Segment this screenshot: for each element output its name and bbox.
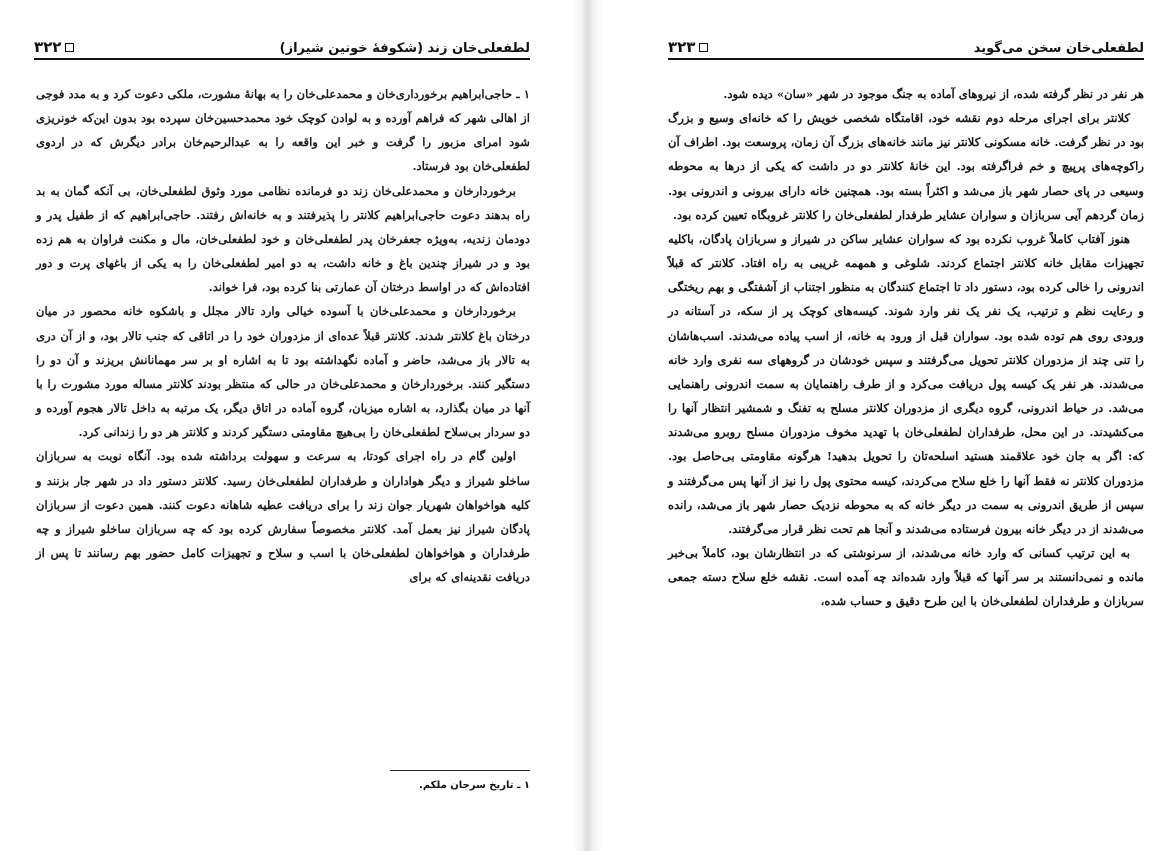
right-page-number-box <box>668 38 708 56</box>
paragraph: به این ترتیب کسانی که وارد خانه می‌شدند، از سرنوشتی که در انتظارشان بود، کاملاً بی‌خبر مانده و نمی‌دانستند بر سر آنها که قبلاً وارد شده‌اند چه آمده است. نقشه خلع سلاح دسته جمعی سربازان و طرفداران لطفعلی‌خان با این طرح دقیق و حساب شده، <box>668 545 1144 609</box>
right-page <box>602 0 1165 851</box>
footnote-divider <box>390 770 530 771</box>
left-page <box>0 0 572 851</box>
left-running-title: لطفعلی‌خان زند (شکوفهٔ خونین شیراز) <box>279 41 530 56</box>
right-page-body <box>668 82 1144 613</box>
left-page-header <box>34 36 530 60</box>
paragraph: برخوردارخان و محمدعلی‌خان با آسوده خیالی وارد تالار مجلل و باشکوه خانه محصور در میان درختان باغ کلانتر شدند. کلانتر قبلاً عده‌ای از مزدوران خود را در اتاقی که جنب تالار بود، و از آن دری به تالار باز می‌شد، حاضر و آماده نگهداشته بود تا به اشاره او بر سر مهمانانش بریزند و آن دو را دستگیر کنند. برخوردارخان و محمدعلی‌خان در حالی که منتظر بودند کلانتر مساله مورد مشورت را با آنها در میان بگذارد، به اشاره میزبان، گروه آماده در اتاق دیگر، یک مرتبه به داخل تالار هجوم آورده و دو سردار بی‌سلاح لطفعلی‌خان را بی‌هیچ مقاومتی دستگیر کردند و کلانتر هر دو را زندانی کرد. <box>36 304 530 440</box>
paragraph: ۱ ـ حاجی‌ابراهیم برخورداری‌خان و محمدعلی‌خان را به بهانهٔ مشورت، ملکی دعوت کرد و به مدد فوجی از اهالی شهر که فراهم آورده و به لوادن کوچک خود محمدحسین‌خان سپرده بود بدون این‌که خونریزی شود امرای مزبور را گرفت و خبر این واقعه را به عبدالرحیم‌خان برادر دیگرش که در اردوی لطفعلی‌خان بود فرستاد. <box>36 87 530 174</box>
right-page-header <box>668 36 1144 60</box>
left-page-number-box <box>34 38 74 56</box>
footnote: ۱ ـ تاریخ سرجان ملکم. <box>419 780 530 791</box>
square-bullet-icon <box>699 43 708 52</box>
square-bullet-icon <box>65 43 74 52</box>
right-running-title: لطفعلی‌خان سخن می‌گوید <box>973 41 1144 56</box>
right-page-number: ۳۲۳ <box>668 38 696 56</box>
paragraph: کلانتر برای اجرای مرحله دوم نقشه خود، اقامتگاه شخصی خویش را که خانه‌ای وسیع و بزرگ بود در نظر گرفت. خانه مسکونی کلانتر نیز مانند خانه‌های بزرگ آن زمان، پروسعت بود. اطراف آن راکوچه‌های پرپیچ و خم فراگرفته بود. این خانهٔ کلانتر دو در داشت که یکی از درها به محوطه وسیعی در پای حصار شهر باز می‌شد و اکثراً بسته بود. همچنین خانه دارای بیرونی و اندرونی بود. زمان گردهم آیی سربازان و سواران عشایر طرفدار لطفعلی‌خان را کلانتر غروبگاه تعیین کرده بود. <box>668 111 1144 222</box>
paragraph: هنوز آفتاب کاملاً غروب نکرده بود که سواران عشایر ساکن در شیراز و سربازان پادگان، باکلیه تجهیزات مقابل خانه کلانتر اجتماع کردند. شلوغی و همهمه غریبی به راه افتاد. کلانتر که قبلاً اندرونی را خالی کرده بود، دستور داد تا اجتماع کنندگان به منظور اجتناب از آشفتگی و بهم ریختگی و رعایت نظم و ترتیب، یک نفر یک نفر وارد شوند. کیسه‌های کوچک پر از سکه، در آستانه در ورودی روی هم توده شده بود. سواران قبل از ورود به خانه، از اسب پیاده می‌شدند. اسب‌هاشان را تنی چند از مزدوران کلانتر تحویل می‌گرفتند و سپس خودشان در گروههای سه نفری وارد خانه می‌شدند. هر نفر یک کیسه پول دریافت می‌کرد و از طرف راهنمایان به سمت اندرونی راهنمایی می‌شد. در حیاط اندرونی، گروه دیگری از مزدوران کلانتر مسلح به تفنگ و شمشیر انتظار آنها را می‌کشیدند. در این محل، طرفداران لطفعلی‌خان با تهدید مخوف مزدوران مسلح روبرو می‌شدند که: اگر به جان خود علاقمند هستید اسلحه‌تان را تحویل بدهید! هرگونه مقاومتی بی‌حاصل بود. مزدوران کلانتر نه فقط آنها را خلع سلاح می‌کردند، کیسه محتوی پول را نیز از آنها پس می‌گرفتند و سپس از طریق اندرونی به سمت در دیگر خانه که به محوطه نزدیک حصار شهر باز می‌شد، رانده می‌شدند از در دیگر خانه بیرون فرستاده می‌شدند و آنجا هم تحت نظر قرار می‌گرفتند. <box>668 231 1144 536</box>
book-gutter <box>572 0 602 851</box>
paragraph: اولین گام در راه اجرای کودتا، به سرعت و سهولت برداشته شده بود. آنگاه نوبت به سربازان ساخلو شیراز و دیگر هواداران و طرفداران لطفعلی‌خان رسید. کلانتر دستور داد در شهر جار بزنند و کلیه هواخواهان شهریار جوان زند را برای دریافت عطیه شاهانه دعوت کنند. همین دعوت از سربازان پادگان شیراز نیز بعمل آمد. کلانتر مخصوصاً سفارش کرده بود که چه سربازان ساخلو شیراز و چه طرفداران و هواخواهان لطفعلی‌خان با اسب و سلاح و تجهیزات کامل حضور بهم رسانند تا پس از دریافت نقدینه‌ای که برای <box>36 449 530 585</box>
left-page-body <box>36 82 530 589</box>
paragraph: هر نفر در نظر گرفته شده، از نیروهای آماده به جنگ موجود در شهر «سان» دیده شود. <box>723 87 1144 101</box>
paragraph: برخوردارخان و محمدعلی‌خان زند دو فرمانده نظامی مورد وثوق لطفعلی‌خان، بی آنکه گمان به بد راه بدهند دعوت حاجی‌ابراهیم کلانتر را پذیرفتند و به خانه‌اش رفتند. حاجی‌ابراهیم که از طفیل پدر و دودمان زندیه، به‌ویژه جعفرخان پدر لطفعلی‌خان و خود لطفعلی‌خان، مال و مکنت فراوان به هم زده بود و در شیراز چندین باغ و خانه داشت، به دو امیر لطفعلی‌خان را به یکی از باغهای پرت و دور افتاده‌اش که در اواسط درختان آن عمارتی بنا کرده بود، فرا خواند. <box>36 183 530 295</box>
left-page-number: ۳۲۲ <box>34 38 62 56</box>
